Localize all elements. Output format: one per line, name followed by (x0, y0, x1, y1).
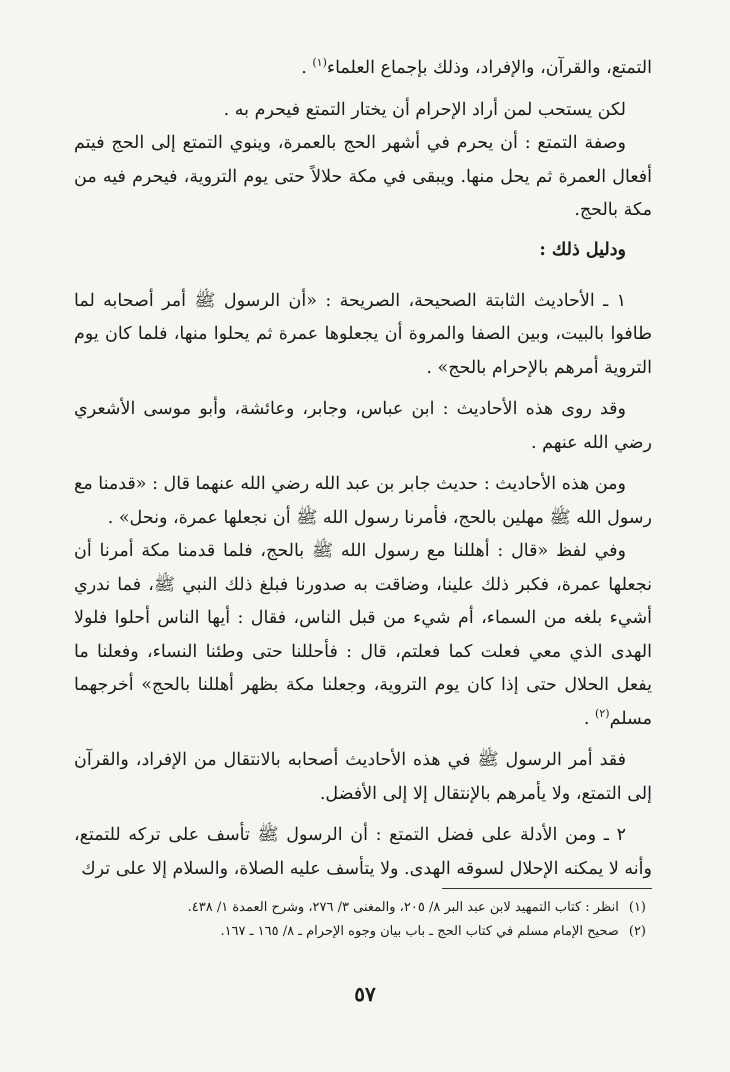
paragraph-1 (74, 52, 652, 86)
page-number: ٥٧ (354, 982, 376, 1006)
paragraph-7-text: وفي لفظ «قال : أهللنا مع رسول الله ﷺ بالحج، فلما قدمنا مكة أمرنا أن نجعلها عمرة، فكبر ذلك علينا، وضاقت به صدورنا فبلغ ذلك النبي ﷺ، فما ندري أشيء بلغه من السماء، أم شيء من قبل الناس، فقال : أيها الناس أحلوا فلولا الهدى الذي معي فعلت كما فعلتم، قال : فأحللنا حتى وطئنا النساء، وفعلنا ما يفعل الحلال حتى إذا كان يوم التروية، وجعلنا مكة بظهر أهللنا بالحج» أخرجهما مسلم (74, 541, 652, 729)
footnote-1 (76, 896, 646, 920)
footnote-2-number: (٢) (628, 924, 646, 939)
footnote-2-text: صحيح الإمام مسلم في كتاب الحج ـ باب بيان وجوه الإحرام ـ ٨/ ١٦٥ ـ ١٦٧. (220, 924, 619, 939)
paragraph-7 (74, 535, 652, 736)
paragraph-7-end: . (583, 708, 596, 729)
paragraph-6: ومن هذه الأحاديث : حديث جابر بن عبد الله رضي الله عنهما قال : «قدمنا مع رسول الله ﷺ مهلين بالحج، فأمرنا رسول الله ﷺ أن نجعلها عمرة، ونحل» . (74, 474, 652, 528)
paragraph-1-text: التمتع، والقرآن، والإفراد، وذلك بإجماع العلماء (326, 58, 652, 78)
paragraph-8: فقد أمر الرسول ﷺ في هذه الأحاديث أصحابه بالانتقال من الإفراد، والقرآن إلى التمتع، ولا يأمرهم بالإنتقال إلا إلى الأفضل. (74, 750, 652, 804)
footnotes (76, 896, 646, 944)
paragraph-5: وقد روى هذه الأحاديث : ابن عباس، وجابر، وعائشة، وأبو موسى الأشعري رضي الله عنهم . (74, 399, 652, 453)
footnote-divider (442, 888, 652, 889)
paragraph-2: لكن يستحب لمن أراد الإحرام أن يختار التمتع فيحرم به . (223, 99, 626, 120)
footnote-ref-2: (٢) (595, 706, 610, 720)
paragraph-1-end: . (301, 58, 313, 78)
footnote-2 (76, 920, 646, 944)
page-body (74, 52, 652, 886)
paragraph-4: ١ ـ الأحاديث الثابتة الصحيحة، الصريحة : «أن الرسول ﷺ أمر أصحابه لما طافوا بالبيت، وبين الصفا والمروة أن يجعلوها عمرة ثم يحلوا منها، فلما كان يوم التروية أمرهم بالإحرام بالحج» . (74, 290, 652, 378)
footnote-1-number: (١) (628, 900, 646, 915)
footnote-ref-1: (١) (312, 56, 327, 70)
paragraph-9: ٢ ـ ومن الأدلة على فضل التمتع : أن الرسول ﷺ تأسف على تركه للتمتع، وأنه لا يمكنه الإحلال لسوقه الهدى. ولا يتأسف عليه الصلاة، والسلام إلا على ترك (74, 825, 652, 879)
footnote-1-text: انظر : كتاب التمهيد لابن عبد البر ٨/ ٢٠٥، والمغنى ٣/ ٢٧٦، وشرح العمدة ١/ ٤٣٨. (187, 900, 619, 915)
paragraph-3: وصفة التمتع : أن يحرم في أشهر الحج بالعمرة، وينوي التمتع إلى الحج فيتم أفعال العمرة ثم يحل منها. ويبقى في مكة حلالاً حتى يوم التروية، فيحرم فيه من مكة بالحج. (74, 133, 652, 220)
section-heading: ودليل ذلك : (539, 239, 626, 260)
